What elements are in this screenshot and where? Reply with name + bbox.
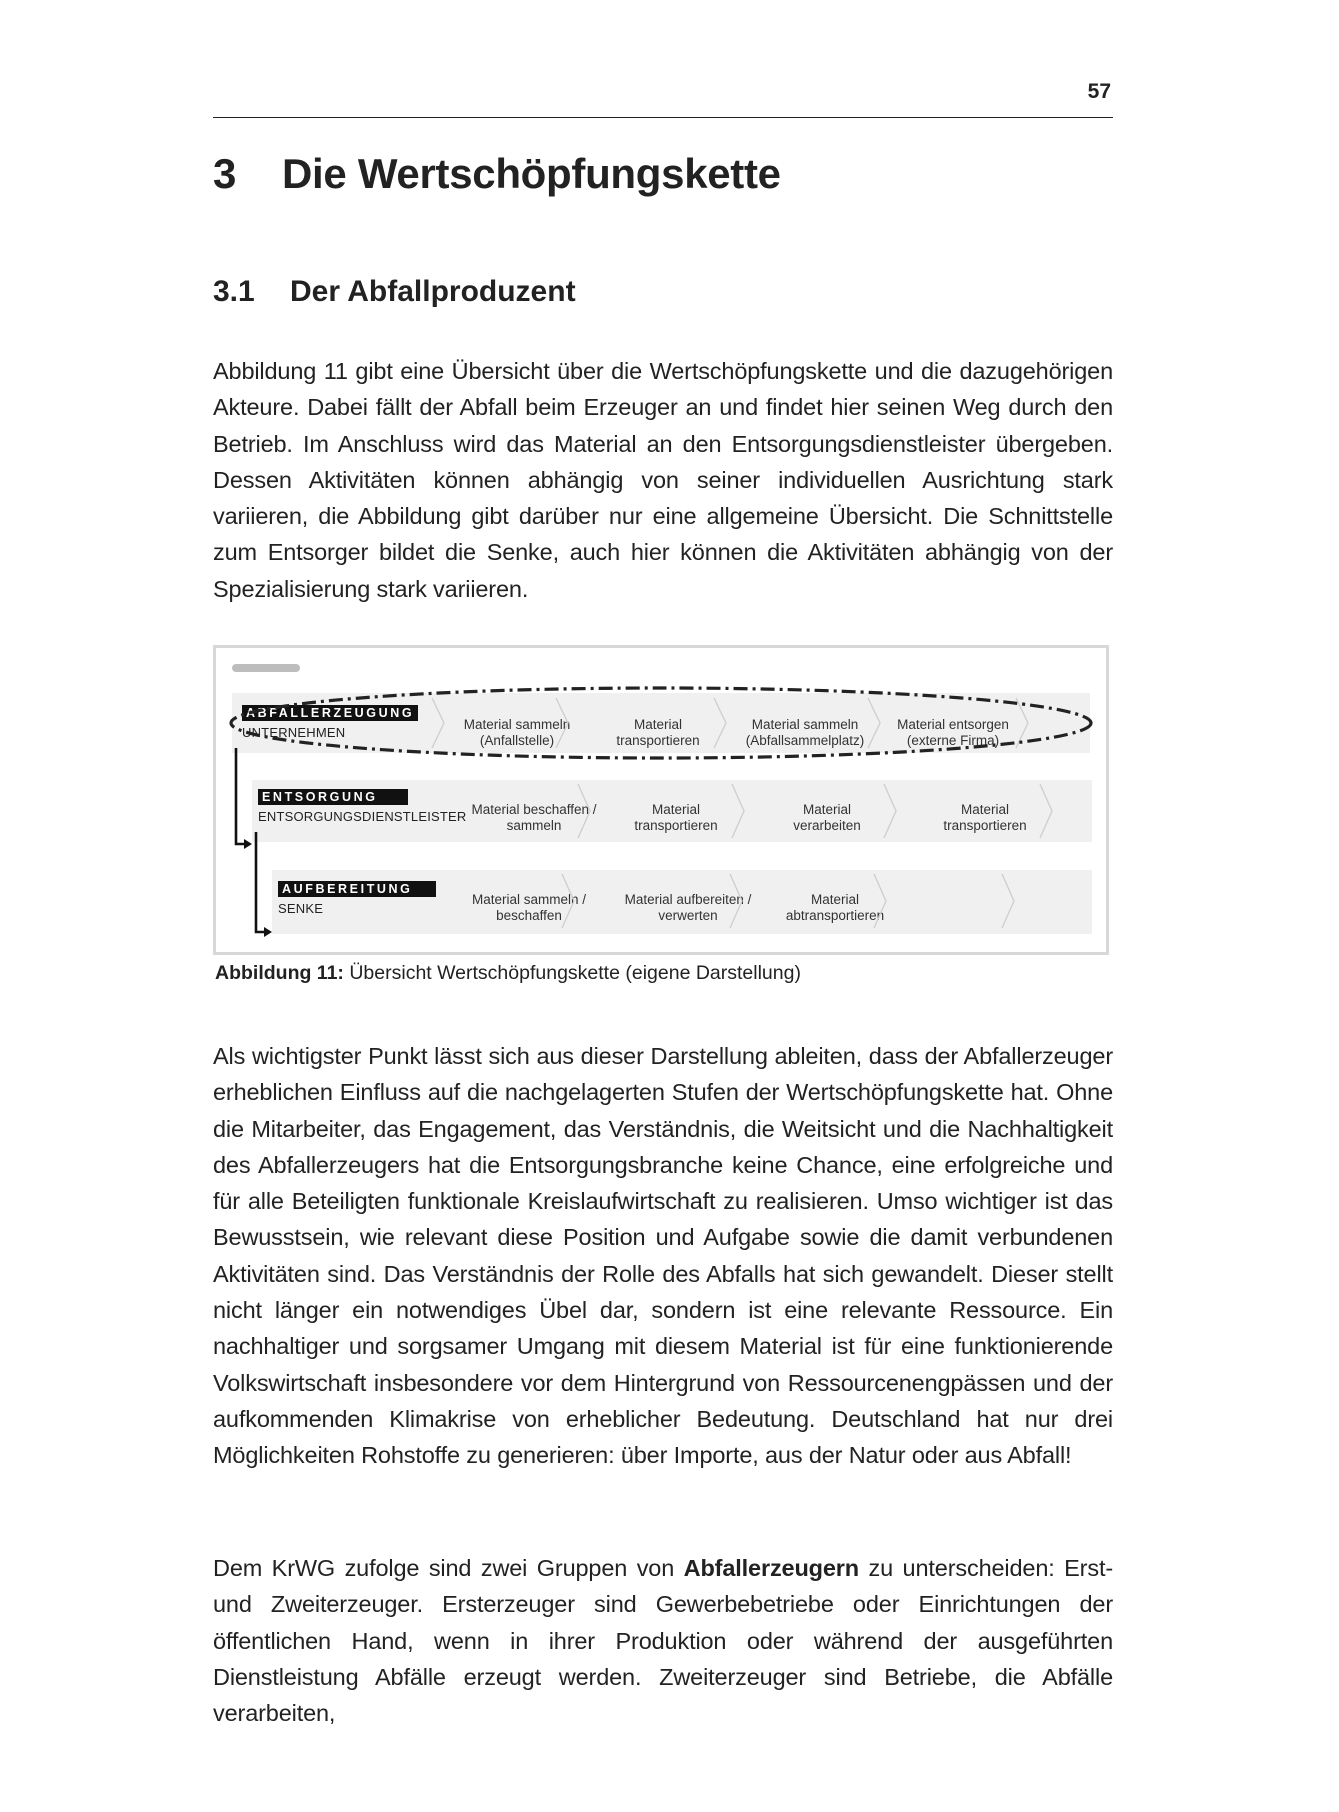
step-2-4: Material transportieren [943,802,1027,833]
arrow-head-2 [264,927,272,937]
page-number: 57 [1087,80,1111,103]
krwg-text-after: zu unterscheiden: Erst- und Zweiterzeuger. Ersterzeuger sind Gewerbebetriebe oder Einrichtungen der öffentlichen Hand, wenn in ihrer Produktion oder während der ausgeführten Dienstleistung Abfälle erzeugt werden. Zweiterzeuger sind Betriebe, die Abfälle verarbeiten, [213,1555,1113,1727]
step-1-4: Material entsorgen (externe Firma) [897,717,1009,748]
actor-entsorgungsdienstleister: ENTSORGUNGSDIENSTLEISTER [258,809,467,824]
krwg-bold-term: Abfallerzeugern [683,1555,859,1581]
paragraph-intro: Abbildung 11 gibt eine Übersicht über die Wertschöpfungskette und die dazugehörigen Akteure. Dabei fällt der Abfall beim Erzeuger an und findet hier seinen Weg durch den Betrieb. Im Anschluss wird das Material an den Entsorgungsdienstleister übergeben. Dessen Aktivitäten können abhängig von seiner individuellen Ausrichtung stark variieren, die Abbildung gibt darüber nur eine allgemeine Übersicht. Die Schnittstelle zum Entsorger bildet die Senke, auch hier können die Aktivitäten abhängig von der Spezialisierung stark variieren. [213,358,1113,602]
step-3-2: Material aufbereiten / verwerten [624,892,752,923]
chapter-number: 3 [213,150,237,197]
step-2-3: Material verarbeiten [793,802,861,833]
section-number: 3.1 [213,275,255,308]
arrow-head-1 [244,839,252,849]
figure-caption [215,962,801,985]
step-1-2: Material transportieren [616,717,700,748]
paragraph-main: Als wichtigster Punkt lässt sich aus dieser Darstellung ableiten, dass der Abfallerzeuger erheblichen Einfluss auf die nachgelagerten Stufen der Wertschöpfungskette hat. Ohne die Mitarbeiter, das Engagement, das Verständnis, die Weitsicht und die Nachhaltigkeit des Abfallerzeugers hat die Entsorgungsbranche keine Chance, eine erfolgreiche und für alle Beteiligten funktionale Kreislaufwirtschaft zu realisieren. Umso wichtiger ist das Bewusstsein, wie relevant diese Position und Aufgabe sowie die damit verbundenen Aktivitäten sind. Das Verständnis der Rolle des Abfalls hat sich gewandelt. Dieser stellt nicht länger ein notwendiges Übel dar, sondern ist eine relevante Ressource. Ein nachhaltiger und sorgsamer Umgang mit diesem Material ist für eine funktionierende Volkswirtschaft insbesondere vor dem Hintergrund von Ressourcenengpässen und der aufkommenden Klimakrise von erheblicher Bedeutung. Deutschland hat nur drei Möglichkeiten Rohstoffe zu generieren: über Importe, aus der Natur oder aus Abfall! [213,1043,1113,1469]
header-rule [213,117,1113,118]
tag-entsorgung: ENTSORGUNG [258,789,408,805]
step-1-3: Material sammeln (Abfallsammelplatz) [745,717,865,748]
section-heading [213,275,576,309]
step-2-1: Material beschaffen / sammeln [471,802,597,833]
actor-unternehmen: UNTERNEHMEN [242,725,346,740]
actor-senke: SENKE [278,901,324,916]
step-3-3: Material abtransportieren [785,892,885,923]
chapter-heading [213,150,781,198]
step-2-2: Material transportieren [634,802,718,833]
connector-arrows [216,648,1106,952]
step-1-1: Material sammeln (Anfallstelle) [463,717,571,748]
paragraph-krwg [213,1550,1113,1731]
tag-aufbereitung: AUFBEREITUNG [278,881,436,897]
section-title: Der Abfallproduzent [290,275,576,308]
caption-text: Übersicht Wertschöpfungskette (eigene Darstellung) [343,962,801,984]
arrow-connector-1 [236,748,250,844]
chapter-title: Die Wertschöpfungskette [282,150,781,197]
step-3-1: Material sammeln / beschaffen [471,892,587,923]
caption-label: Abbildung 11: [215,962,344,984]
value-chain-figure [213,645,1109,955]
krwg-text-before: Dem KrWG zufolge sind zwei Gruppen von [213,1555,684,1581]
tag-abfallerzeugung: ABFALLERZEUGUNG [242,705,418,721]
arrow-connector-2 [256,832,270,932]
